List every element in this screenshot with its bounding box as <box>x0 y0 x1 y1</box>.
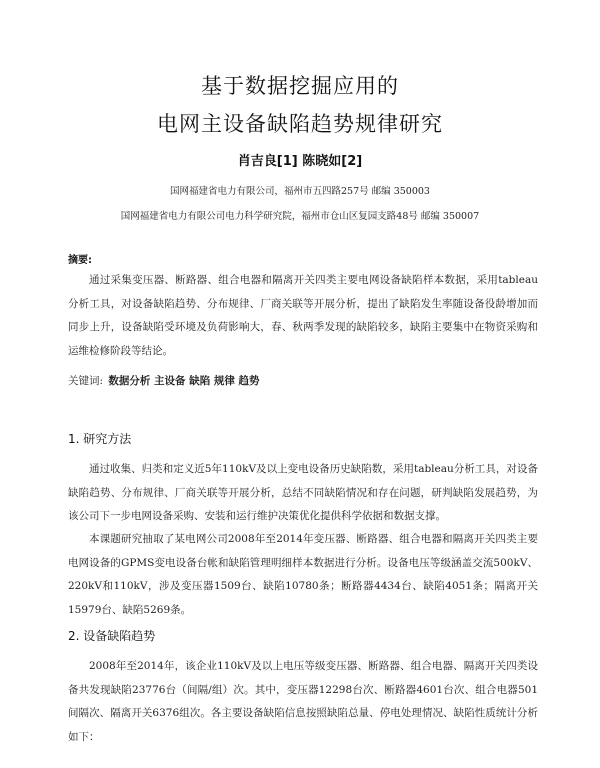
abstract-label: 摘要: <box>68 255 92 266</box>
keywords-row <box>68 373 260 388</box>
title-line-2: 电网主设备缺陷趋势规律研究 <box>157 112 443 136</box>
section-1-paragraph-1: 通过收集、归类和定义近5年110kV及以上变电设备历史缺陷数，采用tableau分析工具，对设备缺陷趋势、分布规律、厂商关联等开展分析，总结不同缺陷情况和存在问题，研判缺陷发展趋势，为该公司下一步电网设备采购、安装和运行维护决策优化提供科学依据和数据支撑。 <box>68 463 538 522</box>
section-1-heading: 1. 研究方法 <box>68 432 132 446</box>
keywords: 数据分析 主设备 缺陷 规律 趋势 <box>108 375 260 387</box>
keywords-label: 关键词: <box>68 375 104 387</box>
abstract-text: 通过采集变压器、断路器、组合电器和隔离开关四类主要电网设备缺陷样本数据，采用tableau分析工具，对设备缺陷趋势、分布规律、厂商关联等开展分析，提出了缺陷发生率随设备役龄增加而同步上升，设备缺陷受环境及负荷影响大，春、秋两季发现的缺陷较多，缺陷主要集中在物资采购和运维检修阶段等结论。 <box>68 274 538 357</box>
section-2-paragraph-1: 2008年至2014年，该企业110kV及以上电压等级变压器、断路器、组合电器、隔离开关四类设备共发现缺陷23776台（间隔/组）次。其中，变压器12298台次、断路器4601台次、组合电器501间隔次、隔离开关6376组次。各主要设备缺陷信息按照缺陷总量、停电处理情况、缺陷性质统计分析如下： <box>68 660 538 743</box>
authors: 肖吉良[1] 陈晓如[2] <box>237 154 363 169</box>
title-line-1: 基于数据挖掘应用的 <box>201 74 399 98</box>
affiliation-2: 国网福建省电力有限公司电力科学研究院，福州市仓山区复园支路48号 邮编 350007 <box>120 211 480 222</box>
section-1-paragraph-2: 本课题研究抽取了某电网公司2008年至2014年变压器、断路器、组合电器和隔离开关四类主要电网设备的GPMS变电设备台帐和缺陷管理明细样本数据进行分析。设备电压等级涵盖交流500kV、220kV和110kV，涉及变压器1509台、缺陷10780条；断路器4434台、缺陷4051条；隔离开关15979台、缺陷5269条。 <box>68 533 538 616</box>
affiliation-1: 国网福建省电力有限公司，福州市五四路257号 邮编 350003 <box>170 186 430 197</box>
section-2-heading: 2. 设备缺陷趋势 <box>68 629 156 643</box>
